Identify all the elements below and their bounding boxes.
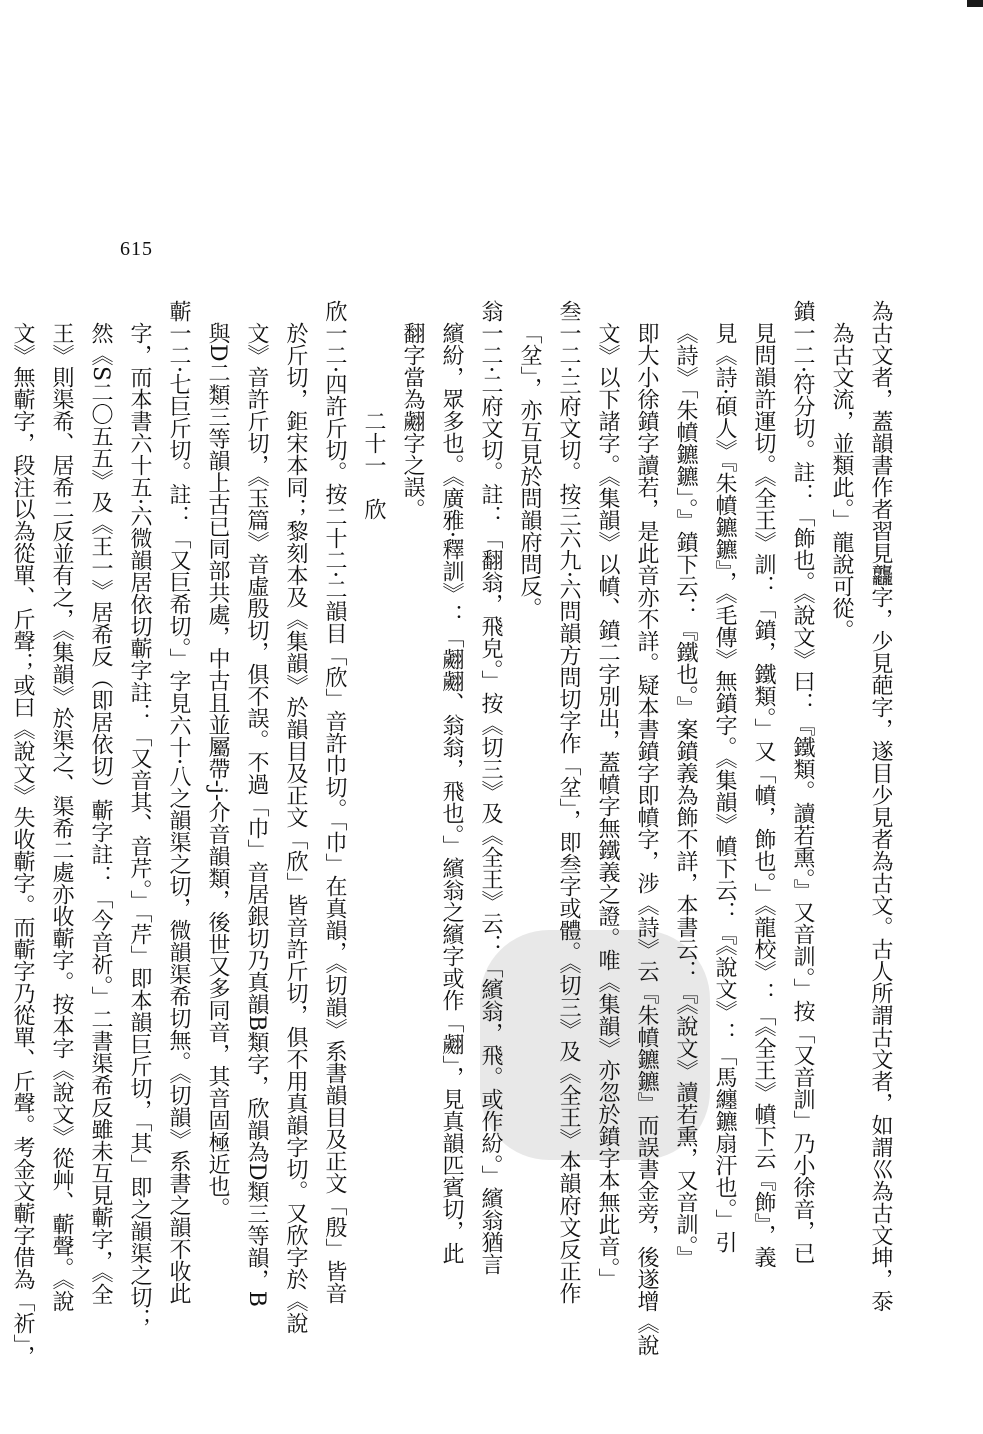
text-column: 為古文流，並類此。」龍說可從。 <box>829 322 854 641</box>
text-column: 為古文者，蓋韻書作者習見龘字，少見葩字，遂目少見者為古文。古人所謂古文者，如謂巛為古文坤，沗 <box>868 300 893 1312</box>
text-column: 欣一二·四許斤切。按二十二·二韻目「欣」音許巾切。「巾」在真韻，《切韻》系書韻目及正文「殷」皆音 <box>322 300 347 1304</box>
text-column: 「坌」，亦互見於問韻府問反。 <box>517 322 542 619</box>
text-column: 翁一二·二府文切。註：「翻翁，飛皃。」按《切三》及《全王》云：「繽翁，飛。或作紛。」繽翁猶言 <box>478 300 503 1275</box>
vertical-text-body <box>10 300 900 1390</box>
text-column: 文》以下諸字。《集韻》以幩、鐼二字別出，蓋幩字無鐵義之證。唯《集韻》亦忽於鐼字本無此音。」 <box>595 322 620 1290</box>
text-column: 見問韻許運切。《全王》訓：「鐼，鐵類。」又「幩，飾也。」《龍校》：「《全王》幩下云『飾』，義 <box>751 322 776 1268</box>
text-column: 與D二類三等韻上古已同部共處，中古且並屬帶-j-介音韻類，後世又多同音，其音固極近也。 <box>205 322 230 1220</box>
text-column: 文》無蘄字，段注以為從單、斤聲；或曰《說文》失收蘄字。而蘄字乃從單、斤聲。考金文蘄字借為「祈」， <box>10 322 35 1367</box>
text-column: 翻字當為翽字之誤。 <box>400 322 425 520</box>
top-edge-rule <box>967 0 983 7</box>
text-column: 於斤切，鉅宋本同；黎刻本及《集韻》於韻目及正文「欣」皆音許斤切，俱不用真韻字切。又欣字於《說 <box>283 322 308 1334</box>
text-column: 王》則渠希、居希二反並有之，《集韻》於渠之、渠希二處亦收蘄字。按本字《說文》從艸、蘄聲。《說 <box>49 322 74 1312</box>
page-number: 615 <box>120 238 153 260</box>
text-column: 即大小徐鐼字讀若，是此音亦不詳。疑本書鐼字即幩字，涉《詩》云『朱幩鑣鑣』而誤書金旁，後遂增《說 <box>634 322 659 1356</box>
text-column: 字，而本書六十五·六微韻居依切蘄字註：「又音其、音芹。」「芹」即本韻巨斤切，「其」即之韻渠之切； <box>127 322 152 1330</box>
text-column: 文》音許斤切，《玉篇》音虛殷切，俱不誤。不過「巾」音居銀切乃真韻B類字，欣韻為D類三等韻，B <box>244 322 269 1307</box>
text-column: 叁一二·三府文切。按三六九·六問韻方問切字作「坌」，即叁字或體。《切三》及《全王》本韻府文反正作 <box>556 300 581 1304</box>
text-column: 蘄一二·七巨斤切。註：「又巨希切。」字見六十·八之韻渠之切，微韻渠希切無。《切韻》系書之韻不收此 <box>166 300 191 1304</box>
text-column: 繽紛，眾多也。《廣雅·釋訓》：「翽翽、翁翁，飛也。」繽翁之繽字或作「翽」，見真韻匹賓切，此 <box>439 322 464 1264</box>
text-column: 然《S二〇五五》及《王一》居希反（即居依切）蘄字註：「今音祈。」二書渠希反雖未互見蘄字，《全 <box>88 322 113 1306</box>
text-column: 《詩》「朱幩鑣鑣」。』鐼下云：『鐵也。』案鐼義為飾不詳，本書云：『《說文》讀若熏，又音訓。』 <box>673 322 698 1268</box>
text-column: 見《詩·碩人》『朱幩鑣鑣』，《毛傳》無鐼字。《集韻》幩下云：『《說文》：「馬纏鑣扇汗也。」引 <box>712 322 737 1253</box>
text-column: 鐼一二·符分切。註：「飾也。《說文》曰：『鐵類。讀若熏。』又音訓。」按「又音訓」乃小徐音，已 <box>790 300 815 1264</box>
section-heading: 二十一 欣 <box>361 410 386 520</box>
